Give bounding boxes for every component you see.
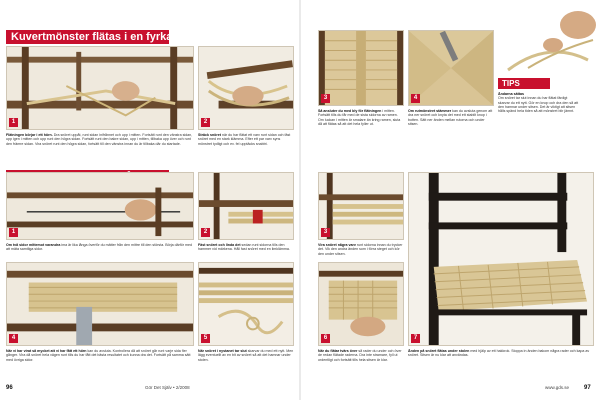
footer-url: www.gds.se	[545, 385, 570, 390]
photo-step-6-rut	[318, 262, 404, 346]
caption-step-2-rut: Fäst snöret och linda det sedan runt sidorna tills den hammer vid märkena. Håll fast snöret med en limklämma.	[198, 243, 290, 252]
caption-step-4-kuvert: Om rutmönstret stämmer kan du avsluta genom att dra ner snöret och knyta det med ett stabilt knop i botten. Sätt ner änden mellan rutorna och under sitsen.	[408, 109, 493, 126]
photo-step-3-rut	[318, 172, 404, 240]
caption-step-7: Änden på snöret flätas under stolen med hjälp av ett hakkrok. Stoppa in änden bakom några rader och kapa av snöret. Sitsen är nu klar att användas.	[408, 349, 590, 358]
step-number: 1	[9, 228, 18, 237]
step-number: 4	[9, 334, 18, 343]
photo-step-1-kuvert	[6, 46, 194, 130]
photo-step-4-kuvert	[408, 30, 494, 106]
page-gutter	[299, 0, 301, 400]
photo-tips	[498, 0, 600, 74]
step-number: 1	[9, 118, 18, 127]
photo-step-7-finished-chair	[408, 172, 594, 346]
caption-step-3-kuvert: Så ansluter du med bly för flätningen i mitten. Fortsätt tills du får med de sista sidorna av ramen. Om luckan i mitten är smalare än kring ramen, sluta då att flätas så att det hela fyller ut.	[318, 109, 401, 126]
caption-step-1-kuvert: Flätningen börjar i ett hörn. Dra snöret uppåt, runt sidan inifrånnet och upp i mitten. Fortsätt runt den vänstra sidan, upp igen i mitten och upp runt den högra sidan. Fortsätt runt den bakre sidan, upp i mitten, tillbaka upp över och runt den främre sidan. Vira snöret runt den högra sidan, fortsätt till den vänstra innan du är tillbaka där du startade.	[6, 133, 193, 146]
section-title-kuvert: Kuvertmönster flätas i en fyrkant	[6, 30, 169, 44]
footer-right: 97	[584, 385, 591, 391]
step-number: 7	[411, 334, 420, 343]
photo-step-2-kuvert	[198, 46, 294, 130]
step-number: 6	[321, 334, 330, 343]
step-number: 3	[321, 228, 330, 237]
step-number: 3	[321, 94, 330, 103]
photo-step-3-kuvert	[318, 30, 404, 106]
step-number: 4	[411, 94, 420, 103]
caption-step-3-rut: Vira snöret några varv runt sidorna innan du trycker det. Vik den andra änden som i förra steget och kör den under sitsen.	[318, 243, 403, 255]
step-number: 5	[201, 334, 210, 343]
footer-left: 96	[6, 385, 13, 391]
step-number: 2	[201, 228, 210, 237]
caption-step-6-rut: När du flätar tvärs över så rader du under och över de redan flätade raderna. Dra inte stramare, fyll ut ordentligt och fortsätt tills hela sitsen är klar.	[318, 349, 402, 362]
photo-step-4-rut	[6, 262, 194, 346]
photo-step-5-rut	[198, 262, 294, 346]
photo-step-1-rut	[6, 172, 194, 240]
caption-step-1-rut: Om två sidor mittemot varandra ima är lika långa överför du mätter från den mittre till den största. Börja därför med att mäta samtliga sidor.	[6, 243, 192, 252]
step-number: 2	[201, 118, 210, 127]
tips-heading: TIPS	[498, 78, 550, 89]
caption-step-4-rut: När vi har virat så mycket att vi har fått ett hörn kan du avsluta. Kontrollera då att snöret går runt varje sida fler gånger. Vira då snöret hela vägen runt tills du har fått det bästa resultatet och kunna dra det. Fortsätt på samma sätt med övriga sidor.	[6, 349, 191, 362]
caption-step-2-kuvert: Sträck snöret när du har flätat ett varv runt sidan och fäst snöret med en stark klämma. Efter ett par varv syns mönstret tydligt och ev. fel upptäcks snabbt.	[198, 133, 291, 146]
caption-step-5-rut: När snöret i nystanet tar slut skarvar du med ett nytt. Men lägg eventuellt av en bit av snöret så att det hamnar under stolen.	[198, 349, 294, 362]
photo-step-2-rut	[198, 172, 294, 240]
tips-text: Ändarna sättas Om snöret tar slut innan du har flätat färdigt skarvar du ett nytt. Gör en knop och dra den så att den hamnar under sitsen. Det är viktigt att sitsen hålls spänd hela tiden så att mönstret blir jämnt.	[498, 92, 579, 114]
footer-magazine: Gör Det Själv • 2/2008	[145, 385, 190, 390]
